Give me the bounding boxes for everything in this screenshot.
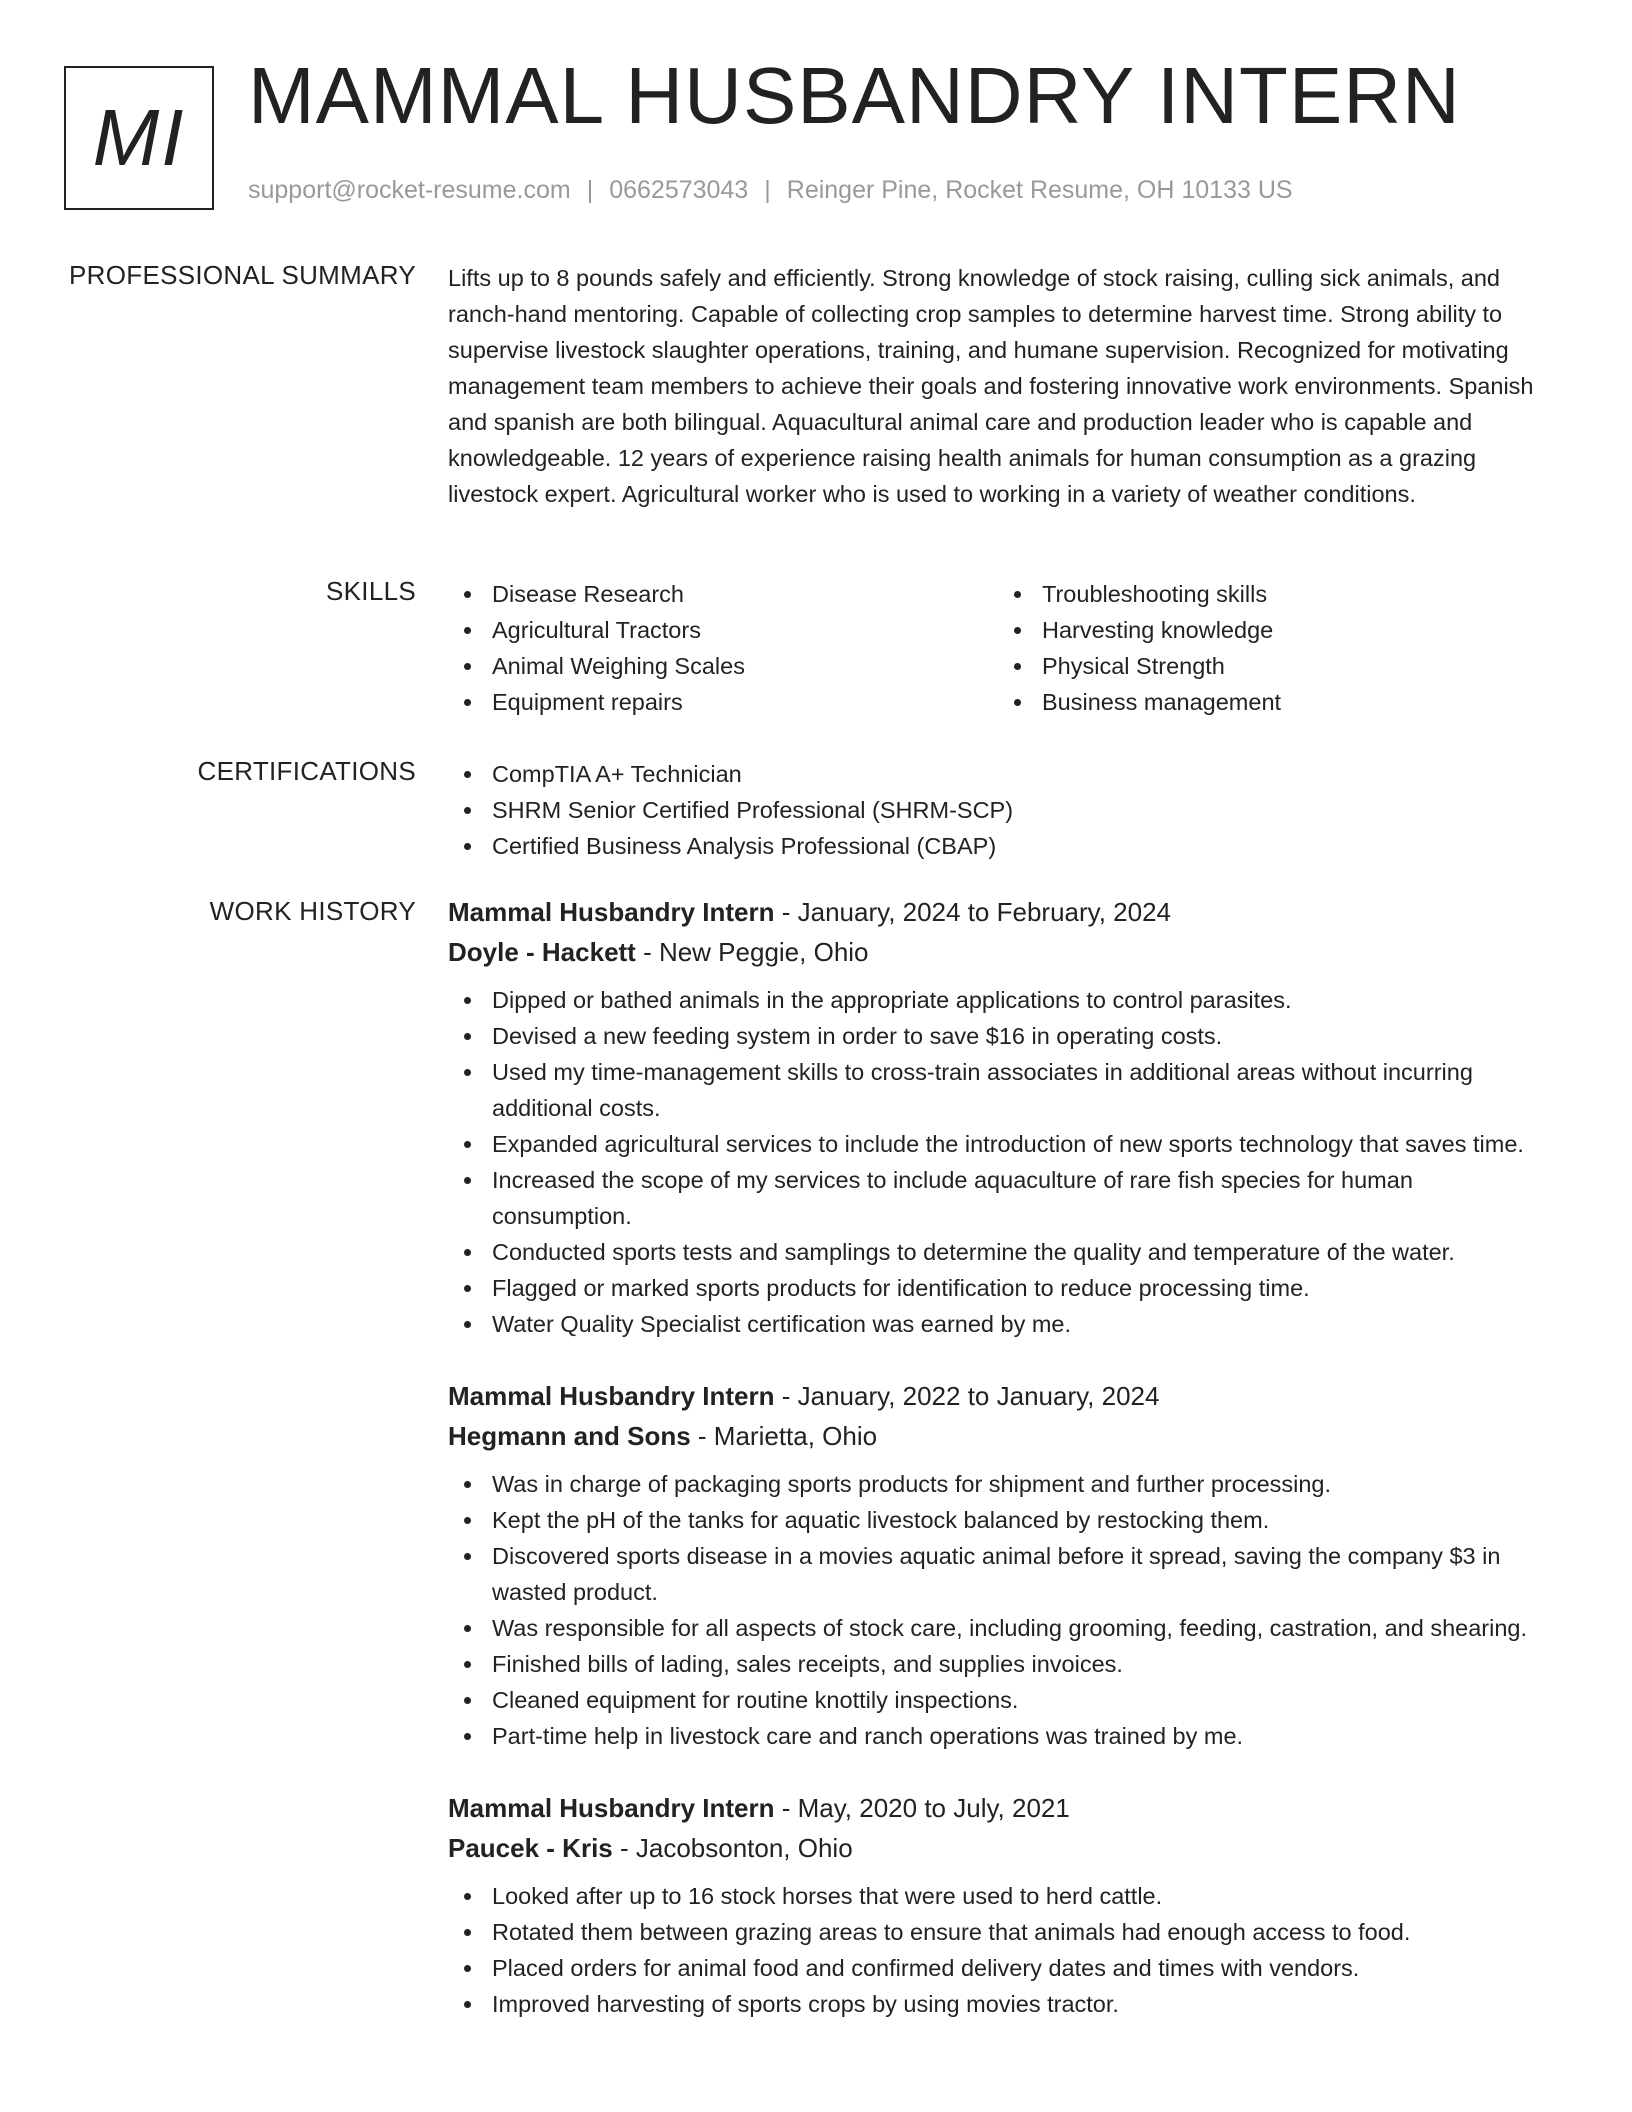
list-item: SHRM Senior Certified Professional (SHRM-SCP) (448, 792, 1558, 828)
list-item: Looked after up to 16 stock horses that were used to herd cattle. (448, 1878, 1558, 1914)
section-label-skills: SKILLS (326, 576, 416, 606)
skills-list-right (998, 576, 1548, 720)
skills-list-left (448, 576, 998, 720)
list-item: Business management (998, 684, 1548, 720)
list-item: Was in charge of packaging sports products for shipment and further processing. (448, 1466, 1558, 1502)
job-title-line (448, 892, 1558, 932)
certifications-list (448, 756, 1558, 864)
list-item: Disease Research (448, 576, 998, 612)
work-history-body (448, 892, 1558, 2022)
list-item: Certified Business Analysis Professional (CBAP) (448, 828, 1558, 864)
job-company: Paucek - Kris (448, 1833, 613, 1863)
list-item: Improved harvesting of sports crops by using movies tractor. (448, 1986, 1558, 2022)
certifications-body (448, 756, 1558, 864)
list-item: Animal Weighing Scales (448, 648, 998, 684)
job-company: Doyle - Hackett (448, 937, 636, 967)
list-item: Finished bills of lading, sales receipts, and supplies invoices. (448, 1646, 1558, 1682)
job-role: Mammal Husbandry Intern (448, 1381, 775, 1411)
list-item: Cleaned equipment for routine knottily inspections. (448, 1682, 1558, 1718)
list-item: Troubleshooting skills (998, 576, 1548, 612)
job-entry (448, 1376, 1558, 1754)
job-location: - Jacobsonton, Ohio (612, 1833, 853, 1863)
contact-email[interactable]: support@rocket-resume.com (248, 176, 571, 204)
contact-separator: | (586, 176, 594, 204)
job-dates: - January, 2022 to January, 2024 (774, 1381, 1160, 1411)
list-item: Expanded agricultural services to include the introduction of new sports technology that saves time. (448, 1126, 1558, 1162)
job-entry (448, 1788, 1558, 2022)
job-entry (448, 892, 1558, 1342)
skills-body (448, 576, 1558, 720)
list-item: Was responsible for all aspects of stock care, including grooming, feeding, castration, and shearing. (448, 1610, 1558, 1646)
contact-separator: | (764, 176, 771, 204)
list-item: Kept the pH of the tanks for aquatic livestock balanced by restocking them. (448, 1502, 1558, 1538)
job-dates: - May, 2020 to July, 2021 (774, 1793, 1070, 1823)
contact-line (248, 176, 1293, 205)
job-company-line (448, 932, 1558, 972)
job-role: Mammal Husbandry Intern (448, 897, 775, 927)
job-company-line (448, 1828, 1558, 1868)
job-bullets (448, 982, 1558, 1342)
list-item: Placed orders for animal food and confirmed delivery dates and times with vendors. (448, 1950, 1558, 1986)
resume-title: MAMMAL HUSBANDRY INTERN (248, 51, 1461, 140)
list-item: Conducted sports tests and samplings to determine the quality and temperature of the water. (448, 1234, 1558, 1270)
list-item: Increased the scope of my services to include aquaculture of rare fish species for human consumption. (448, 1162, 1558, 1234)
job-role: Mammal Husbandry Intern (448, 1793, 775, 1823)
job-title-line (448, 1376, 1558, 1416)
list-item: Flagged or marked sports products for identification to reduce processing time. (448, 1270, 1558, 1306)
list-item: Water Quality Specialist certification was earned by me. (448, 1306, 1558, 1342)
section-label-summary: PROFESSIONAL SUMMARY (69, 260, 416, 290)
list-item: Rotated them between grazing areas to ensure that animals had enough access to food. (448, 1914, 1558, 1950)
list-item: Dipped or bathed animals in the appropriate applications to control parasites. (448, 982, 1558, 1018)
job-company: Hegmann and Sons (448, 1421, 691, 1451)
job-location: - New Peggie, Ohio (635, 937, 869, 967)
list-item: CompTIA A+ Technician (448, 756, 1558, 792)
list-item: Discovered sports disease in a movies aquatic animal before it spread, saving the company $3 in wasted product. (448, 1538, 1558, 1610)
list-item: Agricultural Tractors (448, 612, 998, 648)
job-dates: - January, 2024 to February, 2024 (774, 897, 1172, 927)
job-company-line (448, 1416, 1558, 1456)
contact-phone[interactable]: 0662573043 (609, 176, 749, 204)
summary-text: Lifts up to 8 pounds safely and efficiently. Strong knowledge of stock raising, culling sick animals, and ranch-hand mentoring. Capable of collecting crop samples to determine harvest time. Strong ability to supervise livestock slaughter operations, training, and humane supervision. Recognized for motivating management team members to achieve their goals and fostering innovative work environments. Spanish and spanish are both bilingual. Aquacultural animal care and production leader who is capable and knowledgeable. 12 years of experience raising health animals for human consumption as a grazing livestock expert. Agricultural worker who is used to working in a variety of weather conditions. (448, 265, 1534, 507)
section-label-work-history: WORK HISTORY (209, 896, 416, 926)
job-bullets (448, 1878, 1558, 2022)
monogram-logo: MI (64, 66, 214, 210)
list-item: Physical Strength (998, 648, 1548, 684)
job-bullets (448, 1466, 1558, 1754)
list-item: Part-time help in livestock care and ranch operations was trained by me. (448, 1718, 1558, 1754)
job-location: - Marietta, Ohio (690, 1421, 878, 1451)
summary-body (448, 260, 1558, 512)
list-item: Harvesting knowledge (998, 612, 1548, 648)
job-title-line (448, 1788, 1558, 1828)
list-item: Devised a new feeding system in order to save $16 in operating costs. (448, 1018, 1558, 1054)
list-item: Used my time-management skills to cross-train associates in additional areas without incurring additional costs. (448, 1054, 1558, 1126)
section-label-certifications: CERTIFICATIONS (197, 756, 416, 786)
list-item: Equipment repairs (448, 684, 998, 720)
contact-address: Reinger Pine, Rocket Resume, OH 10133 US (786, 176, 1293, 204)
